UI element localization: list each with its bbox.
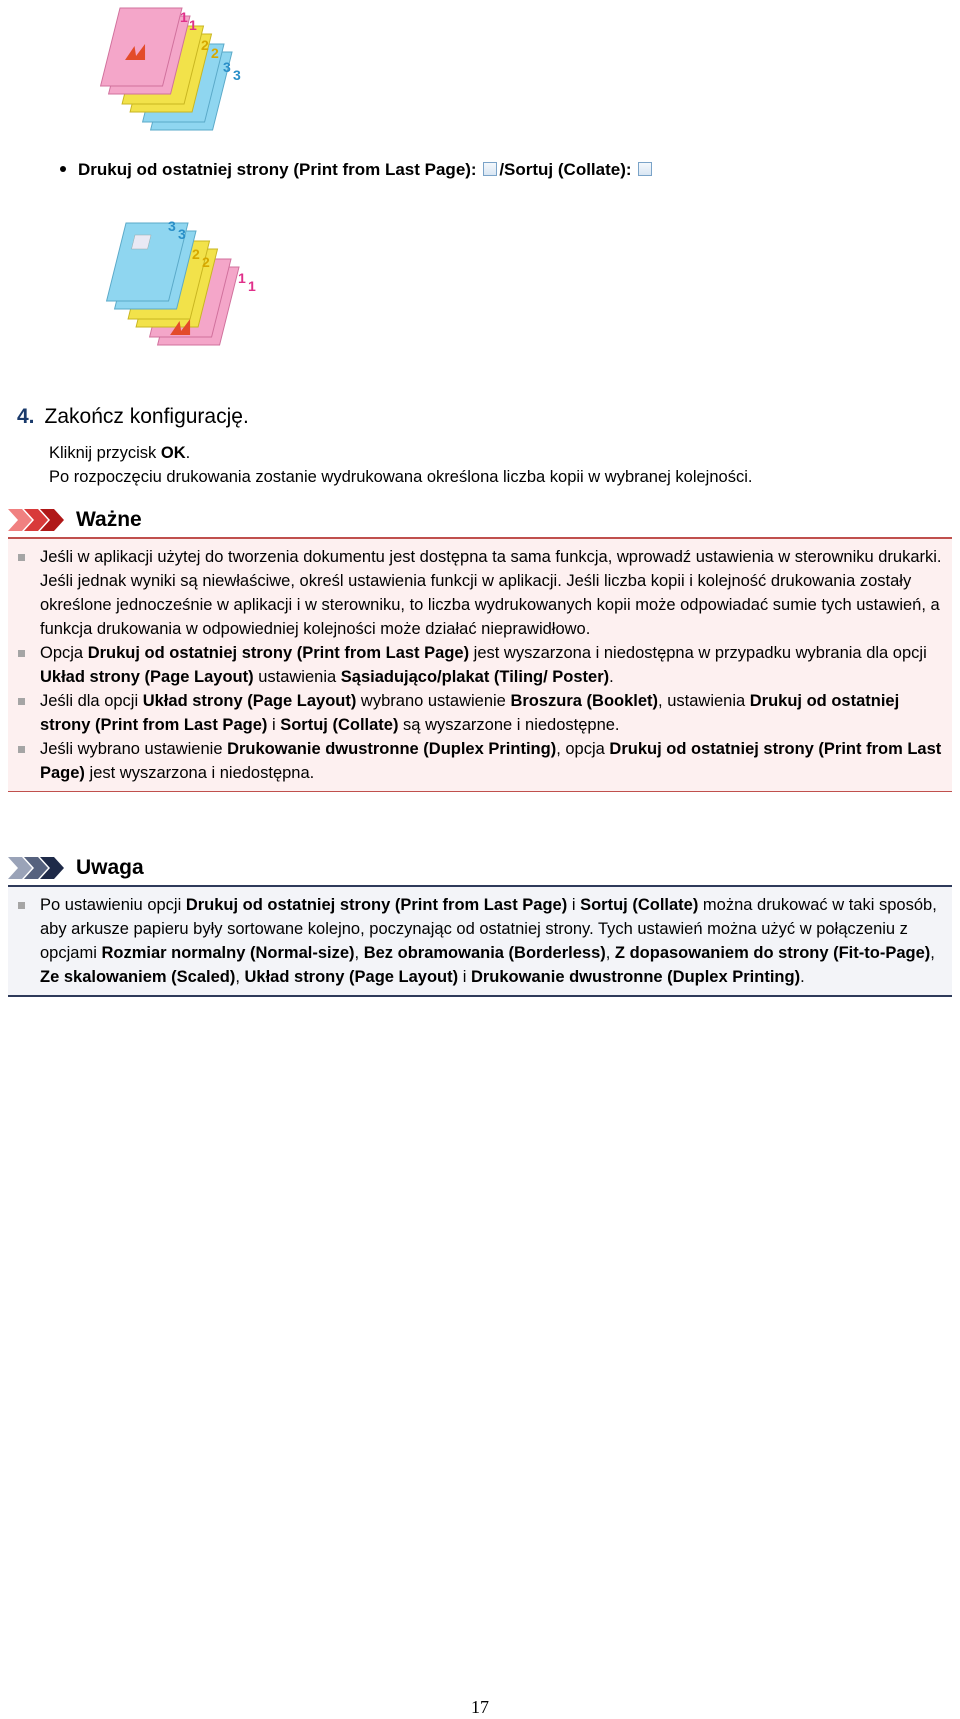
t: Jeśli dla opcji bbox=[40, 692, 143, 710]
collate-bullet-label-mid: /Sortuj (Collate): bbox=[499, 160, 637, 179]
t: Układ strony (Page Layout) bbox=[142, 692, 357, 710]
num-3: 3 bbox=[168, 218, 176, 234]
square-bullet-icon bbox=[18, 554, 25, 561]
note-arrows-icon bbox=[8, 857, 68, 879]
checkbox-icon bbox=[483, 162, 497, 176]
collate-bullet bbox=[60, 160, 654, 180]
important-header bbox=[8, 505, 142, 535]
num-2b: 2 bbox=[202, 254, 210, 270]
square-bullet-icon bbox=[18, 698, 25, 705]
t: Układ strony (Page Layout) bbox=[244, 968, 459, 986]
bullet-dot bbox=[60, 166, 66, 172]
t: i bbox=[458, 968, 471, 986]
t: Drukuj od ostatniej strony (Print from Last Page) bbox=[87, 644, 470, 662]
important-item-3 bbox=[40, 689, 942, 737]
t: , bbox=[235, 968, 245, 986]
checkbox-icon bbox=[638, 162, 652, 176]
num-3b: 3 bbox=[233, 67, 241, 83]
page-thumb-icon bbox=[132, 235, 151, 249]
collate-illustration-top bbox=[88, 0, 263, 140]
t: Drukuj od ostatniej strony (Print from Last Page) bbox=[40, 692, 900, 734]
t: Jeśli wybrano ustawienie bbox=[40, 740, 228, 758]
note-header bbox=[8, 853, 144, 883]
step-line-1 bbox=[49, 441, 752, 465]
page-number: 17 bbox=[471, 1697, 489, 1717]
square-bullet-icon bbox=[18, 902, 25, 909]
important-item-2 bbox=[40, 641, 942, 689]
t: , bbox=[930, 944, 935, 962]
t: jest wyszarzona i niedostępna. bbox=[84, 764, 315, 782]
t: Drukowanie dwustronne (Duplex Printing) bbox=[470, 968, 801, 986]
note-panel bbox=[8, 885, 952, 997]
t: Drukowanie dwustronne (Duplex Printing) bbox=[227, 740, 557, 758]
important-panel bbox=[8, 537, 952, 792]
square-bullet-icon bbox=[18, 650, 25, 657]
t: Po ustawieniu opcji bbox=[40, 896, 186, 914]
t: Drukuj od ostatniej strony (Print from Last Page) bbox=[40, 740, 942, 782]
t: i bbox=[567, 896, 581, 914]
t: , ustawienia bbox=[658, 692, 750, 710]
num-3: 3 bbox=[223, 59, 231, 75]
t: Ze skalowaniem (Scaled) bbox=[40, 968, 236, 986]
important-item-4 bbox=[40, 737, 942, 785]
t: jest wyszarzona i niedostępna w przypadku wybrania dla opcji bbox=[469, 644, 927, 662]
t: Bez obramowania (Borderless) bbox=[363, 944, 606, 962]
t: Sąsiadująco/plakat (Tiling/ Poster) bbox=[340, 668, 610, 686]
step-line-1-text: Kliknij przycisk bbox=[49, 444, 161, 462]
t: . bbox=[609, 668, 614, 686]
step-line-2: Po rozpoczęciu drukowania zostanie wydrukowana określona liczba kopii w wybranej kolejności. bbox=[49, 468, 753, 486]
t: Broszura (Booklet) bbox=[510, 692, 659, 710]
important-item-1-text: Jeśli w aplikacji użytej do tworzenia dokumentu jest dostępna ta sama funkcja, wprowadź ustawienia w sterowniku drukarki. Jeśli jednak wyniki są niewłaściwe, określ ustawienia funkcji w aplikacji. Jeśli liczba kopii i kolejność drukowania zostały określone jednocześnie w aplikacji i w sterowniku, to liczba wydrukowanych kopii może odpowiadać sumie tych ustawień, a funkcja drukowania w odpowiedniej kolejności może działać nieprawidłowo. bbox=[40, 548, 942, 638]
collate-bullet-label-start: Drukuj od ostatniej strony (Print from Last Page): bbox=[78, 160, 482, 179]
important-arrows-icon bbox=[8, 509, 68, 531]
t: Drukuj od ostatniej strony (Print from Last Page) bbox=[185, 896, 568, 914]
t: i bbox=[267, 716, 281, 734]
t: Sortuj (Collate) bbox=[280, 716, 399, 734]
t: , bbox=[605, 944, 615, 962]
num-1b: 1 bbox=[189, 17, 197, 33]
num-2: 2 bbox=[192, 246, 200, 262]
num-3b: 3 bbox=[178, 226, 186, 242]
t: Z dopasowaniem do strony (Fit-to-Page) bbox=[614, 944, 931, 962]
t: . bbox=[800, 968, 805, 986]
num-1: 1 bbox=[180, 9, 188, 25]
t: , opcja bbox=[556, 740, 610, 758]
t: , bbox=[354, 944, 364, 962]
step-body bbox=[49, 441, 752, 489]
num-2b: 2 bbox=[211, 45, 219, 61]
num-1b: 1 bbox=[248, 278, 256, 294]
t: Sortuj (Collate) bbox=[580, 896, 699, 914]
num-2: 2 bbox=[201, 37, 209, 53]
step-heading bbox=[17, 405, 249, 429]
note-item-1 bbox=[40, 893, 942, 989]
collate-illustration-reverse bbox=[80, 215, 265, 355]
t: wybrano ustawienie bbox=[356, 692, 511, 710]
t: są wyszarzone i niedostępne. bbox=[398, 716, 620, 734]
t: można drukować w taki sposób, aby arkusze papieru były sortowane kolejno, poczynając od ostatniej strony. Tych ustawień można użyć w połączeniu z opcjami bbox=[40, 896, 937, 962]
important-item-1 bbox=[40, 545, 942, 641]
step-number: 4. bbox=[17, 405, 35, 428]
important-title: Ważne bbox=[76, 508, 142, 531]
num-1: 1 bbox=[238, 270, 246, 286]
square-bullet-icon bbox=[18, 746, 25, 753]
ok-label: OK bbox=[160, 444, 186, 462]
note-title: Uwaga bbox=[76, 856, 144, 879]
step-line-1-end: . bbox=[185, 444, 191, 462]
t: ustawienia bbox=[253, 668, 341, 686]
t: Układ strony (Page Layout) bbox=[40, 668, 254, 686]
t: Rozmiar normalny (Normal-size) bbox=[101, 944, 355, 962]
step-title: Zakończ konfigurację. bbox=[44, 405, 249, 428]
t: Opcja bbox=[40, 644, 88, 662]
